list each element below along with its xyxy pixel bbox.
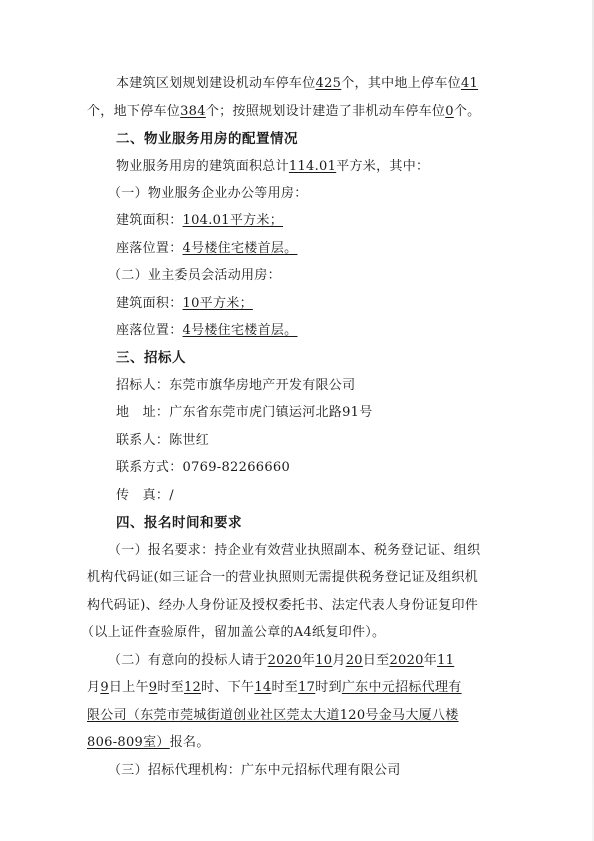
sub1-area-value: 104.01 (182, 213, 230, 228)
sub1-location-value: 4号楼住宅楼首层。 (182, 241, 298, 256)
tenderer-address: 地 址：广东省东莞市虎门镇运河北路91号 (116, 405, 373, 420)
section2-sub2-location (116, 322, 298, 340)
sub2-area-unit: 平方米； (199, 296, 253, 311)
p2-text: 月 (87, 680, 101, 695)
label: 座落位置： (116, 241, 183, 256)
section2-total (116, 158, 429, 176)
section2-sub1-location (116, 240, 298, 258)
p2-text: 时到 (315, 680, 342, 695)
end-month: 11 (437, 653, 455, 668)
section2-sub2-area (116, 295, 253, 313)
start-day: 20 (345, 653, 363, 668)
label: 建筑面积： (116, 296, 183, 311)
p2-text: 年 (301, 653, 316, 668)
section4-p3: （三）招标代理机构：广东中元招标代理有限公司 (108, 763, 401, 778)
start-year: 2020 (267, 653, 302, 668)
parking-ground: 41 (460, 76, 479, 91)
agency-address: 限公司（东莞市莞城街道创业社区莞太大道120号金马大厦八楼 (87, 708, 459, 723)
am-start-hour: 9 (148, 680, 158, 695)
am-end-hour: 12 (183, 680, 202, 695)
section2-sub2-title: （二）业主委员会活动用房： (108, 268, 281, 283)
p2-text: 时、下午 (201, 680, 255, 695)
parking-underground: 384 (180, 104, 206, 119)
start-month: 10 (315, 653, 333, 668)
tenderer-name: 招标人：东莞市旗华房地产开发有限公司 (116, 378, 356, 393)
section2-text: 物业服务用房的建筑面积总计 (116, 159, 289, 174)
section4-p2-line2 (87, 679, 462, 697)
p2-text: 日上午 (108, 680, 149, 695)
sub2-area-value: 10 (182, 296, 200, 311)
p2-text: 年 (423, 653, 438, 668)
p2-text: 时至 (271, 680, 299, 695)
parking-text: 个，其中地上停车位 (341, 76, 461, 91)
sub1-area-unit: 平方米； (229, 213, 284, 228)
pm-start-hour: 14 (254, 680, 272, 695)
section4-p1-line3: 构代码证)、经办人身份证及授权委托书、法定代表人身份证复印件 (87, 598, 479, 613)
p2-text: 报名。 (169, 735, 210, 750)
section2-heading: 二、物业服务用房的配置情况 (116, 131, 298, 147)
p2-text: （二）有意向的投标人请于 (108, 653, 268, 668)
parking-total: 425 (315, 76, 342, 91)
parking-text: 个；按照规划设计建造了非机动车停车位 (205, 104, 446, 119)
agency-name: 广东中元招标代理有 (341, 680, 462, 695)
tenderer-phone: 联系方式：0769-82266660 (116, 460, 291, 475)
p2-text: 月 (332, 653, 346, 668)
tenderer-fax: 传 真：/ (116, 488, 174, 503)
section4-p2-line1 (108, 652, 454, 670)
tenderer-contact: 联系人：陈世红 (116, 433, 210, 448)
parking-nonmotor: 0 (445, 104, 454, 119)
section4-p2-line4 (87, 734, 210, 752)
sub2-location-value: 4号楼住宅楼首层。 (182, 323, 298, 338)
p2-text: 时至 (157, 680, 184, 695)
pm-end-hour: 17 (298, 680, 316, 695)
section3-heading: 三、招标人 (116, 350, 186, 366)
section4-p2-line3 (87, 707, 459, 725)
end-year: 2020 (389, 653, 424, 668)
section4-heading: 四、报名时间和要求 (116, 515, 242, 531)
section4-p1-line1: （一）报名要求：持企业有效营业执照副本、税务登记证、组织 (108, 543, 481, 558)
parking-text: 个，地下停车位 (87, 104, 181, 119)
section2-sub1-title: （一）物业服务企业办公等用房： (108, 186, 308, 201)
parking-line-1 (116, 75, 478, 93)
label: 建筑面积： (116, 213, 183, 228)
agency-room: 806-809室） (87, 735, 170, 750)
section2-total-area: 114.01 (288, 159, 337, 174)
section4-p1-line2: 机构代码证(如三证合一的营业执照则无需提供税务登记证及组织机 (87, 570, 479, 585)
end-day: 9 (100, 680, 109, 695)
label: 座落位置： (116, 323, 183, 338)
section2-text: 平方米，其中： (336, 159, 430, 174)
parking-line-2 (87, 103, 480, 121)
parking-text: 个。 (453, 104, 481, 119)
parking-text: 本建筑区划规划建设机动车停车位 (116, 76, 316, 91)
section4-p1-line4: （以上证件查验原件，留加盖公章的A4纸复印件）。 (81, 625, 386, 640)
p2-text: 日至 (362, 653, 390, 668)
section2-sub1-area (116, 212, 283, 230)
